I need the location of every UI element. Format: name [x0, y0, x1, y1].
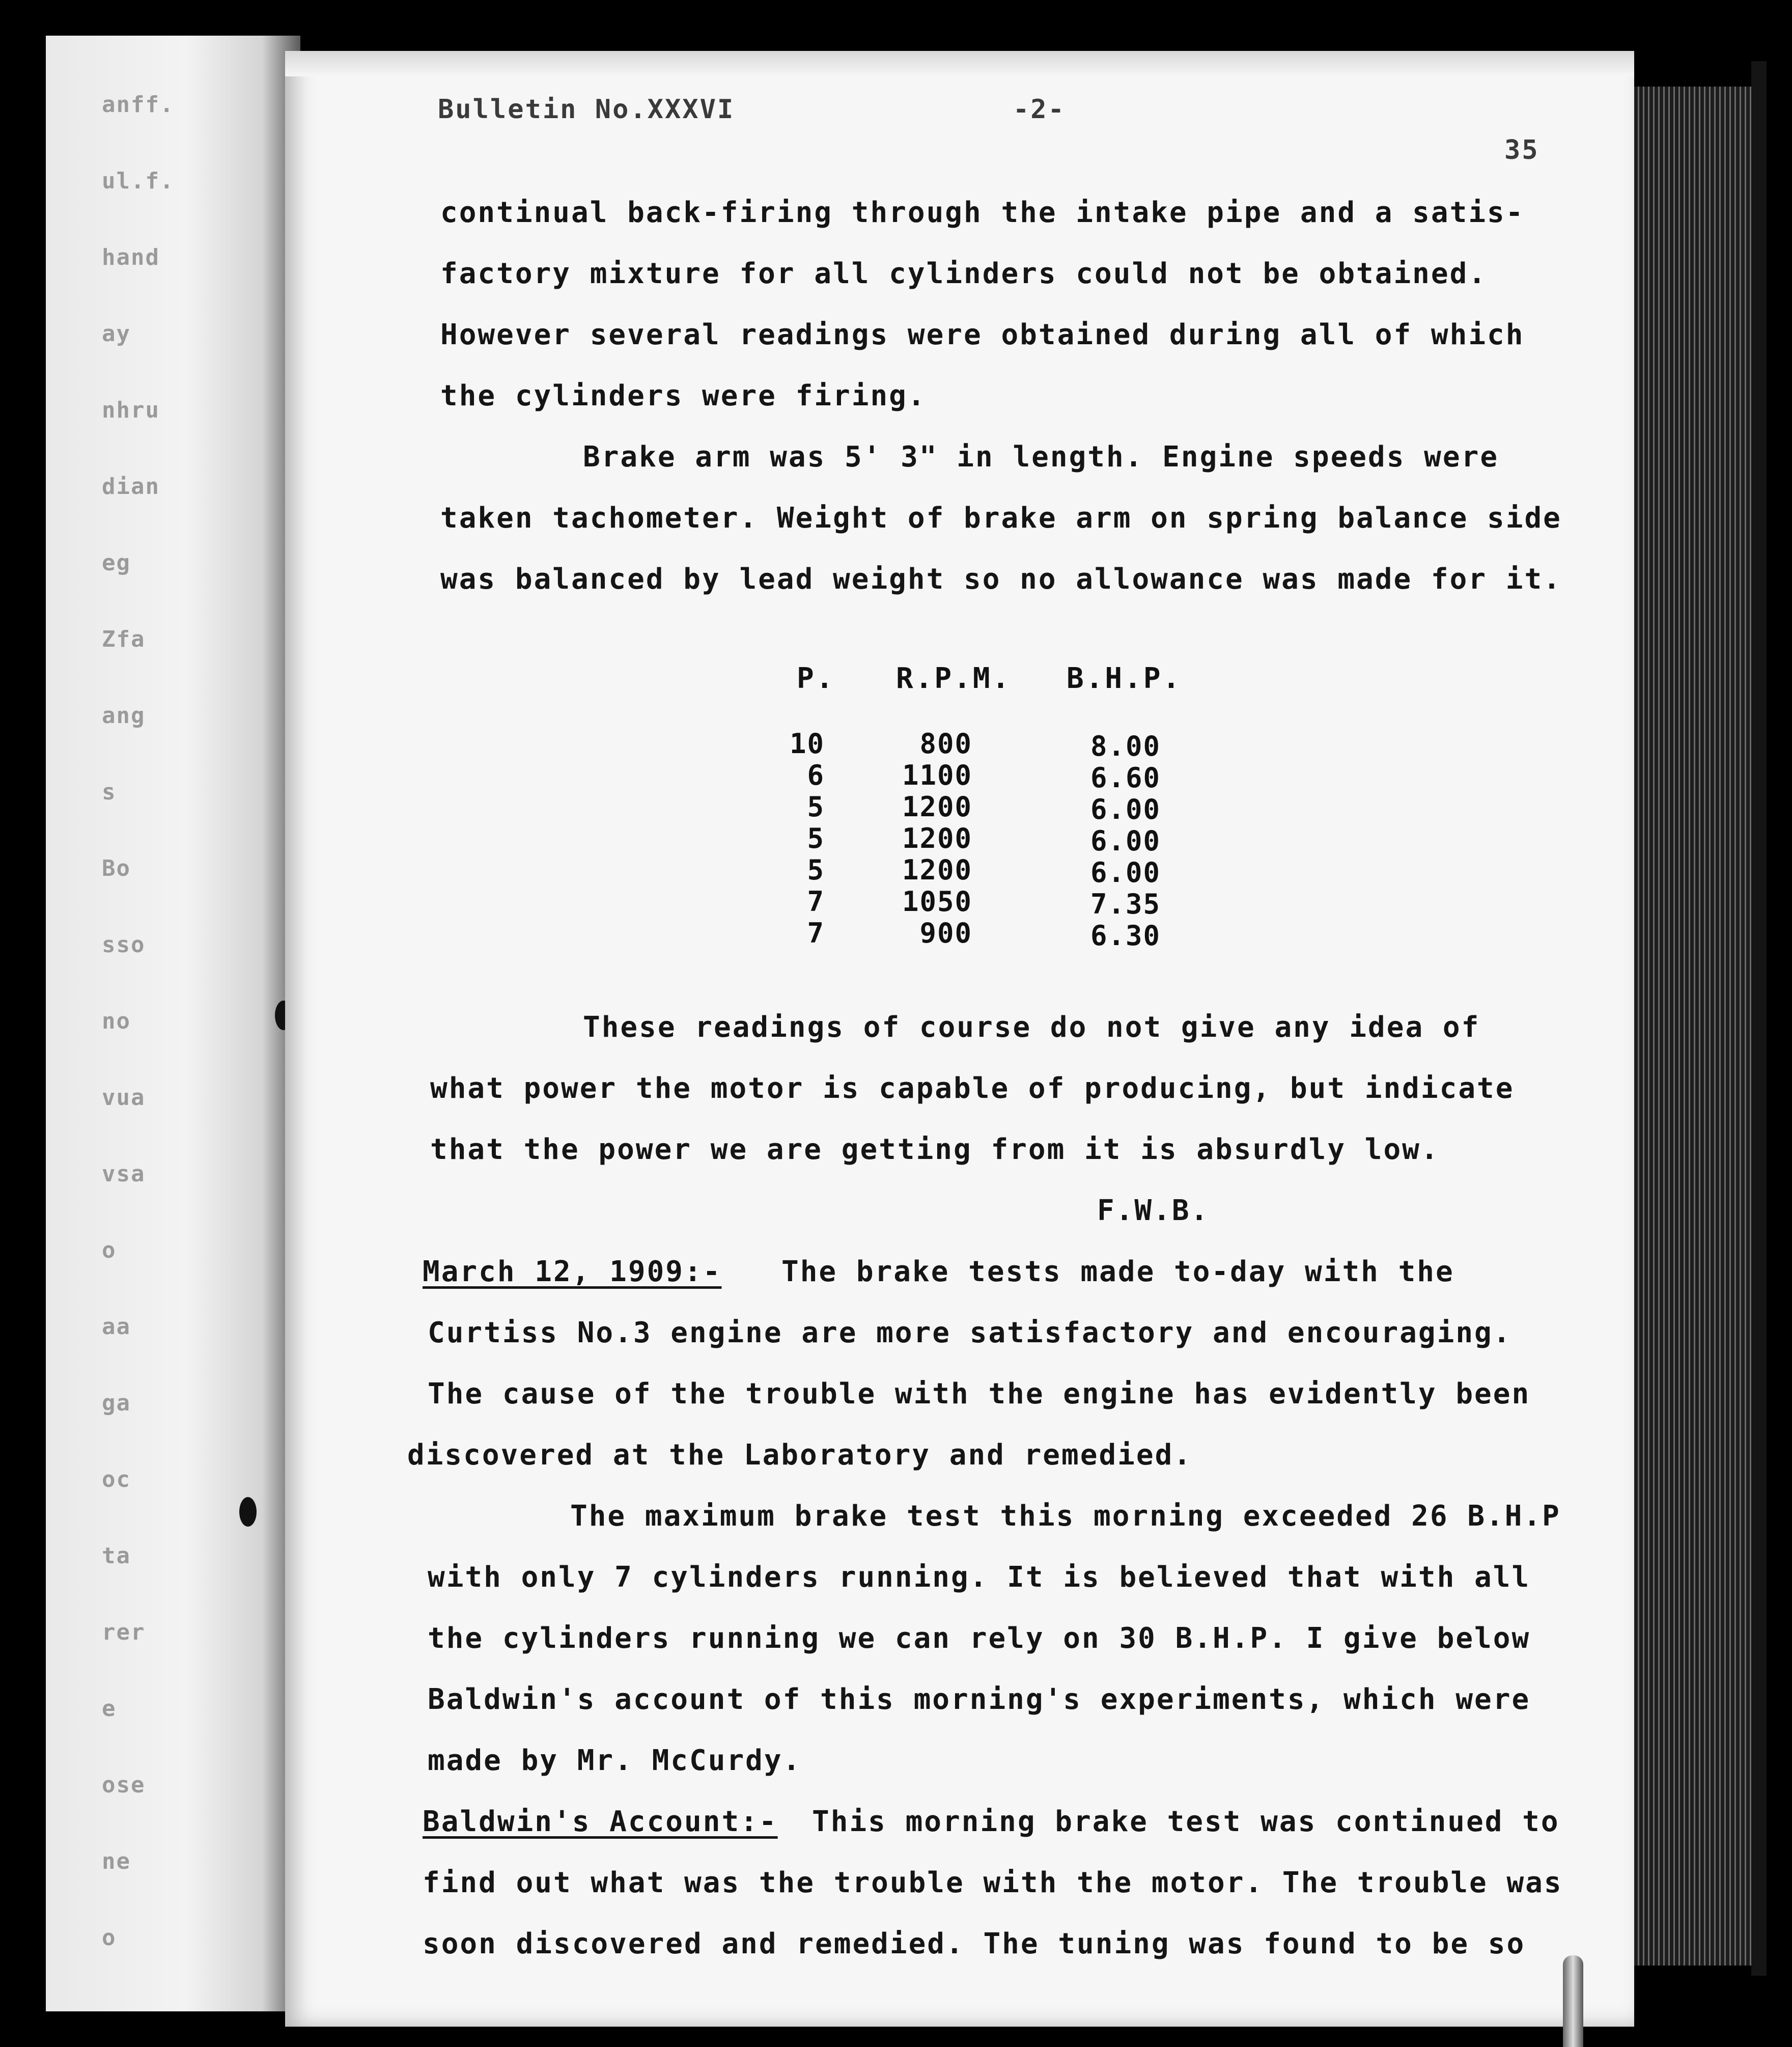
bulletin-title: Bulletin No.XXXVI [438, 94, 735, 125]
left-page-fragment: ang [102, 703, 146, 729]
text-line: what power the motor is capable of producing, but indicate [430, 1072, 1515, 1105]
table-cell-rpm: 1200 [902, 854, 972, 886]
left-page-fragment: Bo [102, 855, 131, 881]
text-line: was balanced by lead weight so no allowance was made for it. [440, 563, 1562, 596]
left-page-fragment: anff. [102, 92, 175, 118]
left-page-fragment: eg [102, 550, 131, 576]
text-line: The maximum brake test this morning exceeded 26 B.H.P [570, 1500, 1561, 1533]
table-cell-bhp: 8.00 [1090, 730, 1161, 762]
text-line: soon discovered and remedied. The tuning was found to be so [423, 1927, 1526, 1960]
left-page-fragment: vua [102, 1085, 146, 1111]
signature-initials: F.W.B. [1097, 1194, 1210, 1227]
text-line: continual back-firing through the intake pipe and a satis- [440, 196, 1525, 229]
page-clip [1563, 1955, 1583, 2047]
page-number: 35 [1504, 135, 1539, 165]
text-line: These readings of course do not give any idea of [583, 1011, 1480, 1044]
left-page-fragment: o [102, 1925, 117, 1951]
text-line: This morning brake test was continued to [812, 1805, 1560, 1838]
table-cell-bhp: 7.35 [1090, 888, 1161, 920]
text-line: However several readings were obtained during all of which [440, 318, 1525, 351]
text-line: taken tachometer. Weight of brake arm on spring balance side [440, 502, 1562, 535]
table-cell-p: 7 [807, 886, 825, 918]
text-line: with only 7 cylinders running. It is believed that with all [428, 1561, 1531, 1594]
text-line: made by Mr. McCurdy. [428, 1744, 802, 1777]
left-page-fragment: ul.f. [102, 168, 175, 194]
table-cell-bhp: 6.00 [1090, 793, 1161, 825]
document-page [285, 51, 1634, 2027]
text-line: Curtiss No.3 engine are more satisfactory and encouraging. [428, 1316, 1512, 1349]
text-line: factory mixture for all cylinders could not be obtained. [440, 257, 1488, 290]
left-page-fragment: e [102, 1696, 117, 1722]
binding-hole [239, 1497, 257, 1527]
table-column-rpm [881, 728, 972, 949]
left-page-fragment: o [102, 1237, 117, 1263]
table-cell-p: 5 [807, 854, 825, 886]
text-line: Baldwin's account of this morning's experiments, which were [428, 1683, 1531, 1716]
book-cover-edge [1751, 61, 1767, 1976]
table-header-rpm: R.P.M. [896, 662, 1012, 695]
left-page-fragment: no [102, 1008, 131, 1034]
text-line: the cylinders were firing. [440, 379, 927, 412]
table-header-bhp: B.H.P. [1067, 662, 1182, 695]
table-cell-p: 6 [807, 759, 825, 791]
table-cell-p: 5 [807, 822, 825, 854]
table-cell-p: 10 [789, 728, 825, 760]
table-column-bhp [1059, 731, 1161, 952]
page-edges [1629, 87, 1756, 1966]
table-column-p [779, 728, 825, 949]
text-line: discovered at the Laboratory and remedied. [407, 1439, 1193, 1472]
left-page-fragment: oc [102, 1467, 131, 1492]
text-line: The cause of the trouble with the engine has evidently been [428, 1377, 1531, 1410]
table-cell-bhp: 6.30 [1090, 920, 1161, 952]
left-page-fragment: Zfa [102, 626, 146, 652]
entry-date: March 12, 1909:- [423, 1255, 722, 1288]
text-line: find out what was the trouble with the motor. The trouble was [423, 1866, 1563, 1899]
table-cell-bhp: 6.60 [1090, 762, 1161, 794]
left-page-fragment: ta [102, 1543, 131, 1569]
table-cell-rpm: 1200 [902, 822, 972, 854]
left-page-fragment: sso [102, 932, 146, 958]
table-cell-rpm: 800 [919, 728, 972, 760]
page-marker: -2- [1013, 94, 1066, 125]
left-page-fragment: dian [102, 474, 160, 500]
left-page-fragment: ga [102, 1390, 131, 1416]
text-line: the cylinders running we can rely on 30 B.H.P. I give below [428, 1622, 1531, 1655]
table-cell-rpm: 900 [919, 917, 972, 949]
baldwin-label: Baldwin's Account:- [423, 1805, 778, 1838]
text-line: The brake tests made to-day with the [781, 1255, 1454, 1288]
table-header-p: P. [797, 662, 835, 695]
left-page-fragment: nhru [102, 397, 160, 423]
table-cell-rpm: 1200 [902, 791, 972, 823]
table-cell-rpm: 1100 [902, 759, 972, 791]
left-page-fragment: aa [102, 1314, 131, 1340]
left-page-fragment: rer [102, 1619, 146, 1645]
table-cell-bhp: 6.00 [1090, 825, 1161, 857]
left-page-fragment: vsa [102, 1161, 146, 1187]
table-cell-p: 7 [807, 917, 825, 949]
table-cell-rpm: 1050 [902, 886, 972, 918]
left-page [46, 36, 300, 2011]
left-page-fragment: ay [102, 321, 131, 347]
text-line: that the power we are getting from it is absurdly low. [430, 1133, 1440, 1166]
left-page-fragment: ne [102, 1848, 131, 1874]
left-page-fragment: s [102, 779, 117, 805]
text-line: Brake arm was 5' 3" in length. Engine speeds were [583, 440, 1499, 474]
left-page-fragment: hand [102, 244, 160, 270]
table-cell-p: 5 [807, 791, 825, 823]
table-cell-bhp: 6.00 [1090, 856, 1161, 889]
left-page-fragment: ose [102, 1772, 146, 1798]
